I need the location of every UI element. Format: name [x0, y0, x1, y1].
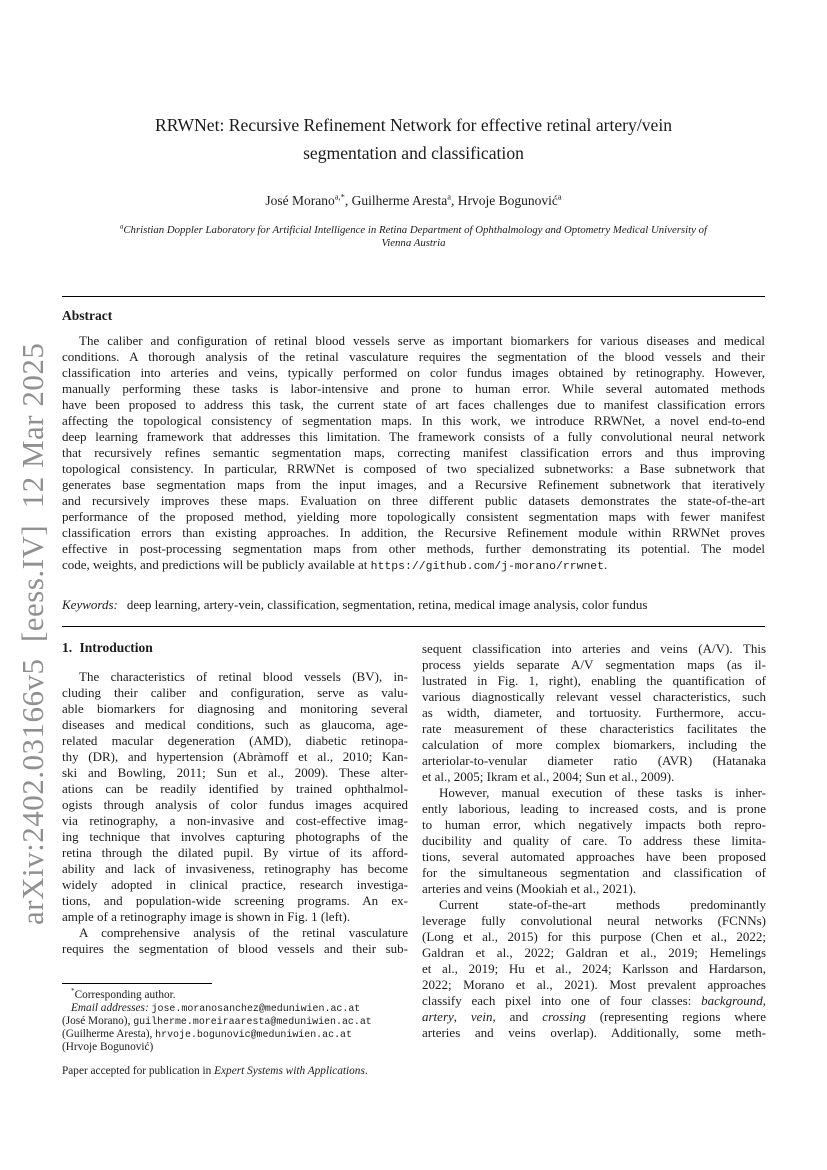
text-line: [62, 1015, 408, 1028]
text-segment: However, manual execution of these tasks is inher-: [439, 785, 766, 800]
text-segment: tions, several automated approaches have been proposed: [422, 849, 766, 864]
text-line: [422, 897, 766, 913]
text-segment: via retinography, a non-invasive and cost-effective imag-: [62, 813, 408, 828]
text-segment: various diagnostically relevant vessel characteristics, such: [422, 689, 766, 704]
text-line: [422, 641, 766, 657]
text-line: [62, 192, 765, 209]
text-line: [422, 993, 766, 1009]
column-left-text: [62, 669, 408, 957]
text-segment: performance of the proposed method, yielding more topologically consistent segmentation maps with fewer manifest: [62, 509, 765, 524]
text-line: [62, 597, 765, 613]
text-line: [62, 1028, 408, 1041]
affiliation-mark: a: [119, 223, 124, 231]
text-segment: ently laborious, leading to increased costs, and is prone: [422, 801, 766, 816]
text-segment: classification into arteries and veins, typically performed on color fundus images obtained by retinography. However,: [62, 365, 765, 380]
text-line: [422, 705, 766, 721]
text-line: [422, 977, 766, 993]
text-line: [62, 333, 765, 349]
author-affiliation-mark: a: [447, 191, 451, 202]
text-segment: rate measurement of these characteristics facilitates the: [422, 721, 766, 736]
text-segment: widely adopted in clinical practice, research investiga-: [62, 877, 408, 892]
text-segment: leverage fully convolutional neural networks (FCNNs): [422, 913, 766, 928]
text-segment: A comprehensive analysis of the retinal vasculature: [79, 925, 408, 940]
text-segment: ability and lack of invasiveness, retinography has become: [62, 861, 408, 876]
text-segment: ,: [762, 993, 766, 1008]
text-line: [62, 413, 765, 429]
text-line: [62, 845, 408, 861]
text-segment: lustrated in Fig. 1, right), enabling the quantification of: [422, 673, 766, 688]
author-affiliation-mark: a,*: [334, 191, 345, 202]
text-line: [422, 945, 766, 961]
email-aresta[interactable]: guilherme.moreiraaresta@meduniwien.ac.at: [133, 1016, 372, 1027]
text-segment: arteries and veins (Mookiah et al., 2021).: [422, 881, 637, 896]
paper-title: [62, 112, 765, 167]
divider-below-keywords: [62, 626, 765, 627]
text-line: [422, 737, 766, 753]
text-segment: , and: [492, 1009, 543, 1024]
text-line: [62, 1002, 408, 1015]
authors-line: [62, 192, 765, 209]
text-segment: topological consistency. In particular, RRWNet is composed of two specialized subnetworks: a Base subnetwork that: [62, 461, 765, 476]
text-line: [422, 833, 766, 849]
text-segment: arteries and veins overlap). Additionally, some meth-: [422, 1025, 766, 1040]
text-line: [62, 669, 408, 685]
text-segment: effective in post-processing segmentation maps from other methods, further demonstrating its potential. The model: [62, 541, 765, 556]
text-segment: conditions. A thorough analysis of the retinal vasculature requires the segmentation of the blood vessels and their: [62, 349, 765, 364]
text-segment: The characteristics of retinal blood vessels (BV), in-: [79, 669, 408, 684]
column-left: [62, 640, 408, 957]
text-line: [62, 112, 765, 140]
text-segment: to human error, which negatively impacts both repro-: [422, 817, 766, 832]
text-line: [62, 477, 765, 493]
affiliation: [62, 224, 765, 250]
text-segment: tions, and population-wide screening programs. An ex-: [62, 893, 408, 908]
corresponding-author-mark: *: [71, 987, 75, 996]
text-line: [62, 685, 408, 701]
text-segment: segmentation and classification: [303, 142, 524, 163]
text-segment: .: [364, 1065, 368, 1077]
text-line: [62, 381, 765, 397]
text-segment: .: [604, 557, 608, 572]
text-line: [422, 913, 766, 929]
text-line: [422, 801, 766, 817]
text-segment: process yields separate A/V segmentation maps (as il-: [422, 657, 766, 672]
text-line: [422, 1025, 766, 1041]
text-line: [62, 541, 765, 557]
text-line: [422, 929, 766, 945]
email-morano[interactable]: jose.moranosanchez@meduniwien.ac.at: [151, 1003, 361, 1014]
text-line: [62, 493, 765, 509]
text-line: [422, 769, 766, 785]
text-line: [62, 445, 765, 461]
text-line: [62, 765, 408, 781]
text-line: [62, 365, 765, 381]
text-segment: (representing regions where: [585, 1009, 766, 1024]
github-link[interactable]: https://github.com/j-morano/rrwnet: [370, 560, 605, 573]
abstract-body: [62, 333, 765, 575]
text-segment: ,: [453, 1009, 471, 1024]
text-line: [422, 881, 766, 897]
text-segment: manually performing these tasks is labor-intensive and prone to human error. While several automated methods: [62, 381, 765, 396]
text-line: [62, 429, 765, 445]
text-line: [422, 689, 766, 705]
text-line: [62, 861, 408, 877]
text-segment: affecting the topological consistency of segmentation maps. In this work, we introduce RRWNet, a novel end-to-end: [62, 413, 765, 428]
text-segment: (Guilherme Aresta),: [62, 1028, 156, 1040]
text-segment: background: [701, 993, 763, 1008]
text-segment: retina through the dilated pupil. By virtue of its afford-: [62, 845, 408, 860]
text-segment: and recursively improves these maps. Evaluation on three different public datasets demonstrates the state-of-the-art: [62, 493, 765, 508]
text-segment: have been proposed to address this task, the current state of art faces challenges due to manifest classification errors: [62, 397, 765, 412]
text-line: [62, 224, 765, 237]
footnote-text: [62, 989, 408, 1054]
text-line: [422, 721, 766, 737]
text-segment: as width, diameter, and tortuosity. Furthermore, accu-: [422, 705, 766, 720]
text-line: [62, 829, 408, 845]
text-segment: able biomarkers for diagnosing and monitoring several: [62, 701, 408, 716]
keywords-text: deep learning, artery-vein, classification, segmentation, retina, medical image analysis, color fundus: [126, 597, 648, 612]
text-segment: ample of a retinography image is shown in Fig. 1 (left).: [62, 909, 351, 924]
text-segment: arteriolar-to-venular diameter ratio (AVR) (Hatanaka: [422, 753, 766, 768]
text-line: [62, 925, 408, 941]
text-segment: deep learning framework that addresses this limitation. The framework consists of a fully convolutional neural network: [62, 429, 765, 444]
text-segment: Galdran et al., 2022; Galdran et al., 2019; Hemelings: [422, 945, 766, 960]
text-segment: et al., 2005; Ikram et al., 2004; Sun et al., 2009).: [422, 769, 675, 784]
text-line: [62, 893, 408, 909]
text-line: [62, 813, 408, 829]
text-segment: ski and Bowling, 2011; Sun et al., 2009). These alter-: [62, 765, 408, 780]
text-segment: that recursively refines semantic segmentation maps, correcting manifest classification errors and thus improving: [62, 445, 765, 460]
text-segment: ing technique that involves capturing photographs of the: [62, 829, 408, 844]
text-line: [62, 909, 408, 925]
author-affiliation-mark: a: [557, 191, 562, 202]
text-line: [62, 140, 765, 168]
text-segment: related macular degeneration (AMD), diabetic retinopa-: [62, 733, 408, 748]
abstract-heading: Abstract: [62, 308, 113, 323]
column-right: [422, 641, 766, 1041]
text-line: [62, 557, 765, 575]
text-line: [62, 701, 408, 717]
text-line: [62, 717, 408, 733]
text-segment: sequent classification into arteries and veins (A/V). This: [422, 641, 766, 656]
section-heading-introduction: 1. Introduction: [62, 640, 153, 655]
text-line: [422, 673, 766, 689]
text-line: [422, 865, 766, 881]
text-line: [422, 1009, 766, 1025]
text-line: [422, 785, 766, 801]
keywords-label: Keywords:: [62, 597, 118, 612]
text-segment: classify each pixel into one of four classes:: [422, 993, 702, 1008]
text-segment: crossing: [542, 1009, 586, 1024]
text-line: [62, 237, 765, 250]
text-line: [62, 797, 408, 813]
text-line: [422, 657, 766, 673]
text-segment: diseases and medical conditions, such as glaucoma, age-: [62, 717, 408, 732]
author-aresta: , Guilherme Aresta: [344, 193, 448, 208]
keywords-line: [62, 597, 765, 613]
text-segment: ogists through analysis of color fundus images acquired: [62, 797, 408, 812]
text-segment: (Hrvoje Bogunović): [62, 1041, 154, 1053]
author-morano: José Morano: [265, 193, 335, 208]
text-segment: RRWNet: Recursive Refinement Network for effective retinal artery/vein: [154, 115, 673, 135]
text-line: [62, 509, 765, 525]
text-line: [62, 749, 408, 765]
email-label: Email addresses:: [71, 1002, 152, 1014]
text-segment: vein: [470, 1009, 493, 1024]
acceptance-note: [62, 1065, 408, 1078]
text-line: [62, 877, 408, 893]
text-segment: 2022; Morano et al., 2021). Most prevalent approaches: [422, 977, 766, 992]
text-segment: generates base segmentation maps from the input images, and a Recursive Refinement subnetwork that iteratively: [62, 477, 765, 492]
text-line: [422, 849, 766, 865]
text-segment: ations can be readily identified by trained ophthalmol-: [62, 781, 408, 796]
text-segment: classification errors than existing approaches. In addition, the Recursive Refinement module within RRWNet proves: [62, 525, 765, 540]
text-line: [62, 1065, 408, 1078]
text-line: [62, 525, 765, 541]
affiliation-text: Vienna Austria: [381, 237, 446, 249]
text-segment: et al., 2019; Hu et al., 2024; Karlsson and Hardarson,: [422, 961, 766, 976]
journal-name: Expert Systems with Applications: [214, 1065, 365, 1077]
text-segment: artery: [422, 1009, 454, 1024]
text-line: [62, 781, 408, 797]
text-segment: The caliber and configuration of retinal blood vessels serve as important biomarkers for various diseases and medical: [79, 333, 765, 348]
affiliation-text: Christian Doppler Laboratory for Artificial Intelligence in Retina Department of Ophthalmology and Optometry Medical University of: [123, 224, 708, 236]
text-segment: ducibility and quality of care. To address these limita-: [422, 833, 766, 848]
text-line: [62, 349, 765, 365]
text-line: [422, 753, 766, 769]
arxiv-watermark: arXiv:2402.03166v5 [eess.IV] 12 Mar 2025: [15, 342, 50, 925]
email-bogunovic[interactable]: hrvoje.bogunovic@meduniwien.ac.at: [155, 1029, 352, 1040]
text-segment: (José Morano),: [62, 1015, 134, 1027]
footnote-block: [62, 983, 408, 1078]
text-segment: calculation of more complex biomarkers, including the: [422, 737, 766, 752]
text-segment: Current state-of-the-art methods predominantly: [439, 897, 766, 912]
text-line: [422, 961, 766, 977]
text-segment: (Long et al., 2015) for this purpose (Chen et al., 2022;: [422, 929, 766, 944]
text-segment: requires the segmentation of blood vessels and their sub-: [62, 941, 408, 956]
text-line: [62, 733, 408, 749]
text-segment: for the simultaneous segmentation and classification of: [422, 865, 766, 880]
author-bogunovic: , Hrvoje Bogunović: [451, 193, 558, 208]
text-segment: cluding their caliber and configuration, serve as valu-: [62, 685, 408, 700]
text-line: [62, 397, 765, 413]
text-line: [62, 1041, 408, 1054]
text-segment: code, weights, and predictions will be publicly available at: [62, 557, 371, 572]
text-line: [62, 941, 408, 957]
footnote-rule: [62, 983, 212, 984]
text-line: [62, 989, 408, 1002]
text-segment: Corresponding author.: [74, 989, 176, 1001]
text-line: [62, 461, 765, 477]
text-segment: thy (DR), and hypertension (Abràmoff et al., 2010; Kan-: [62, 749, 408, 764]
divider-above-abstract: [62, 296, 765, 297]
text-line: [422, 817, 766, 833]
text-segment: Paper accepted for publication in: [62, 1065, 215, 1077]
